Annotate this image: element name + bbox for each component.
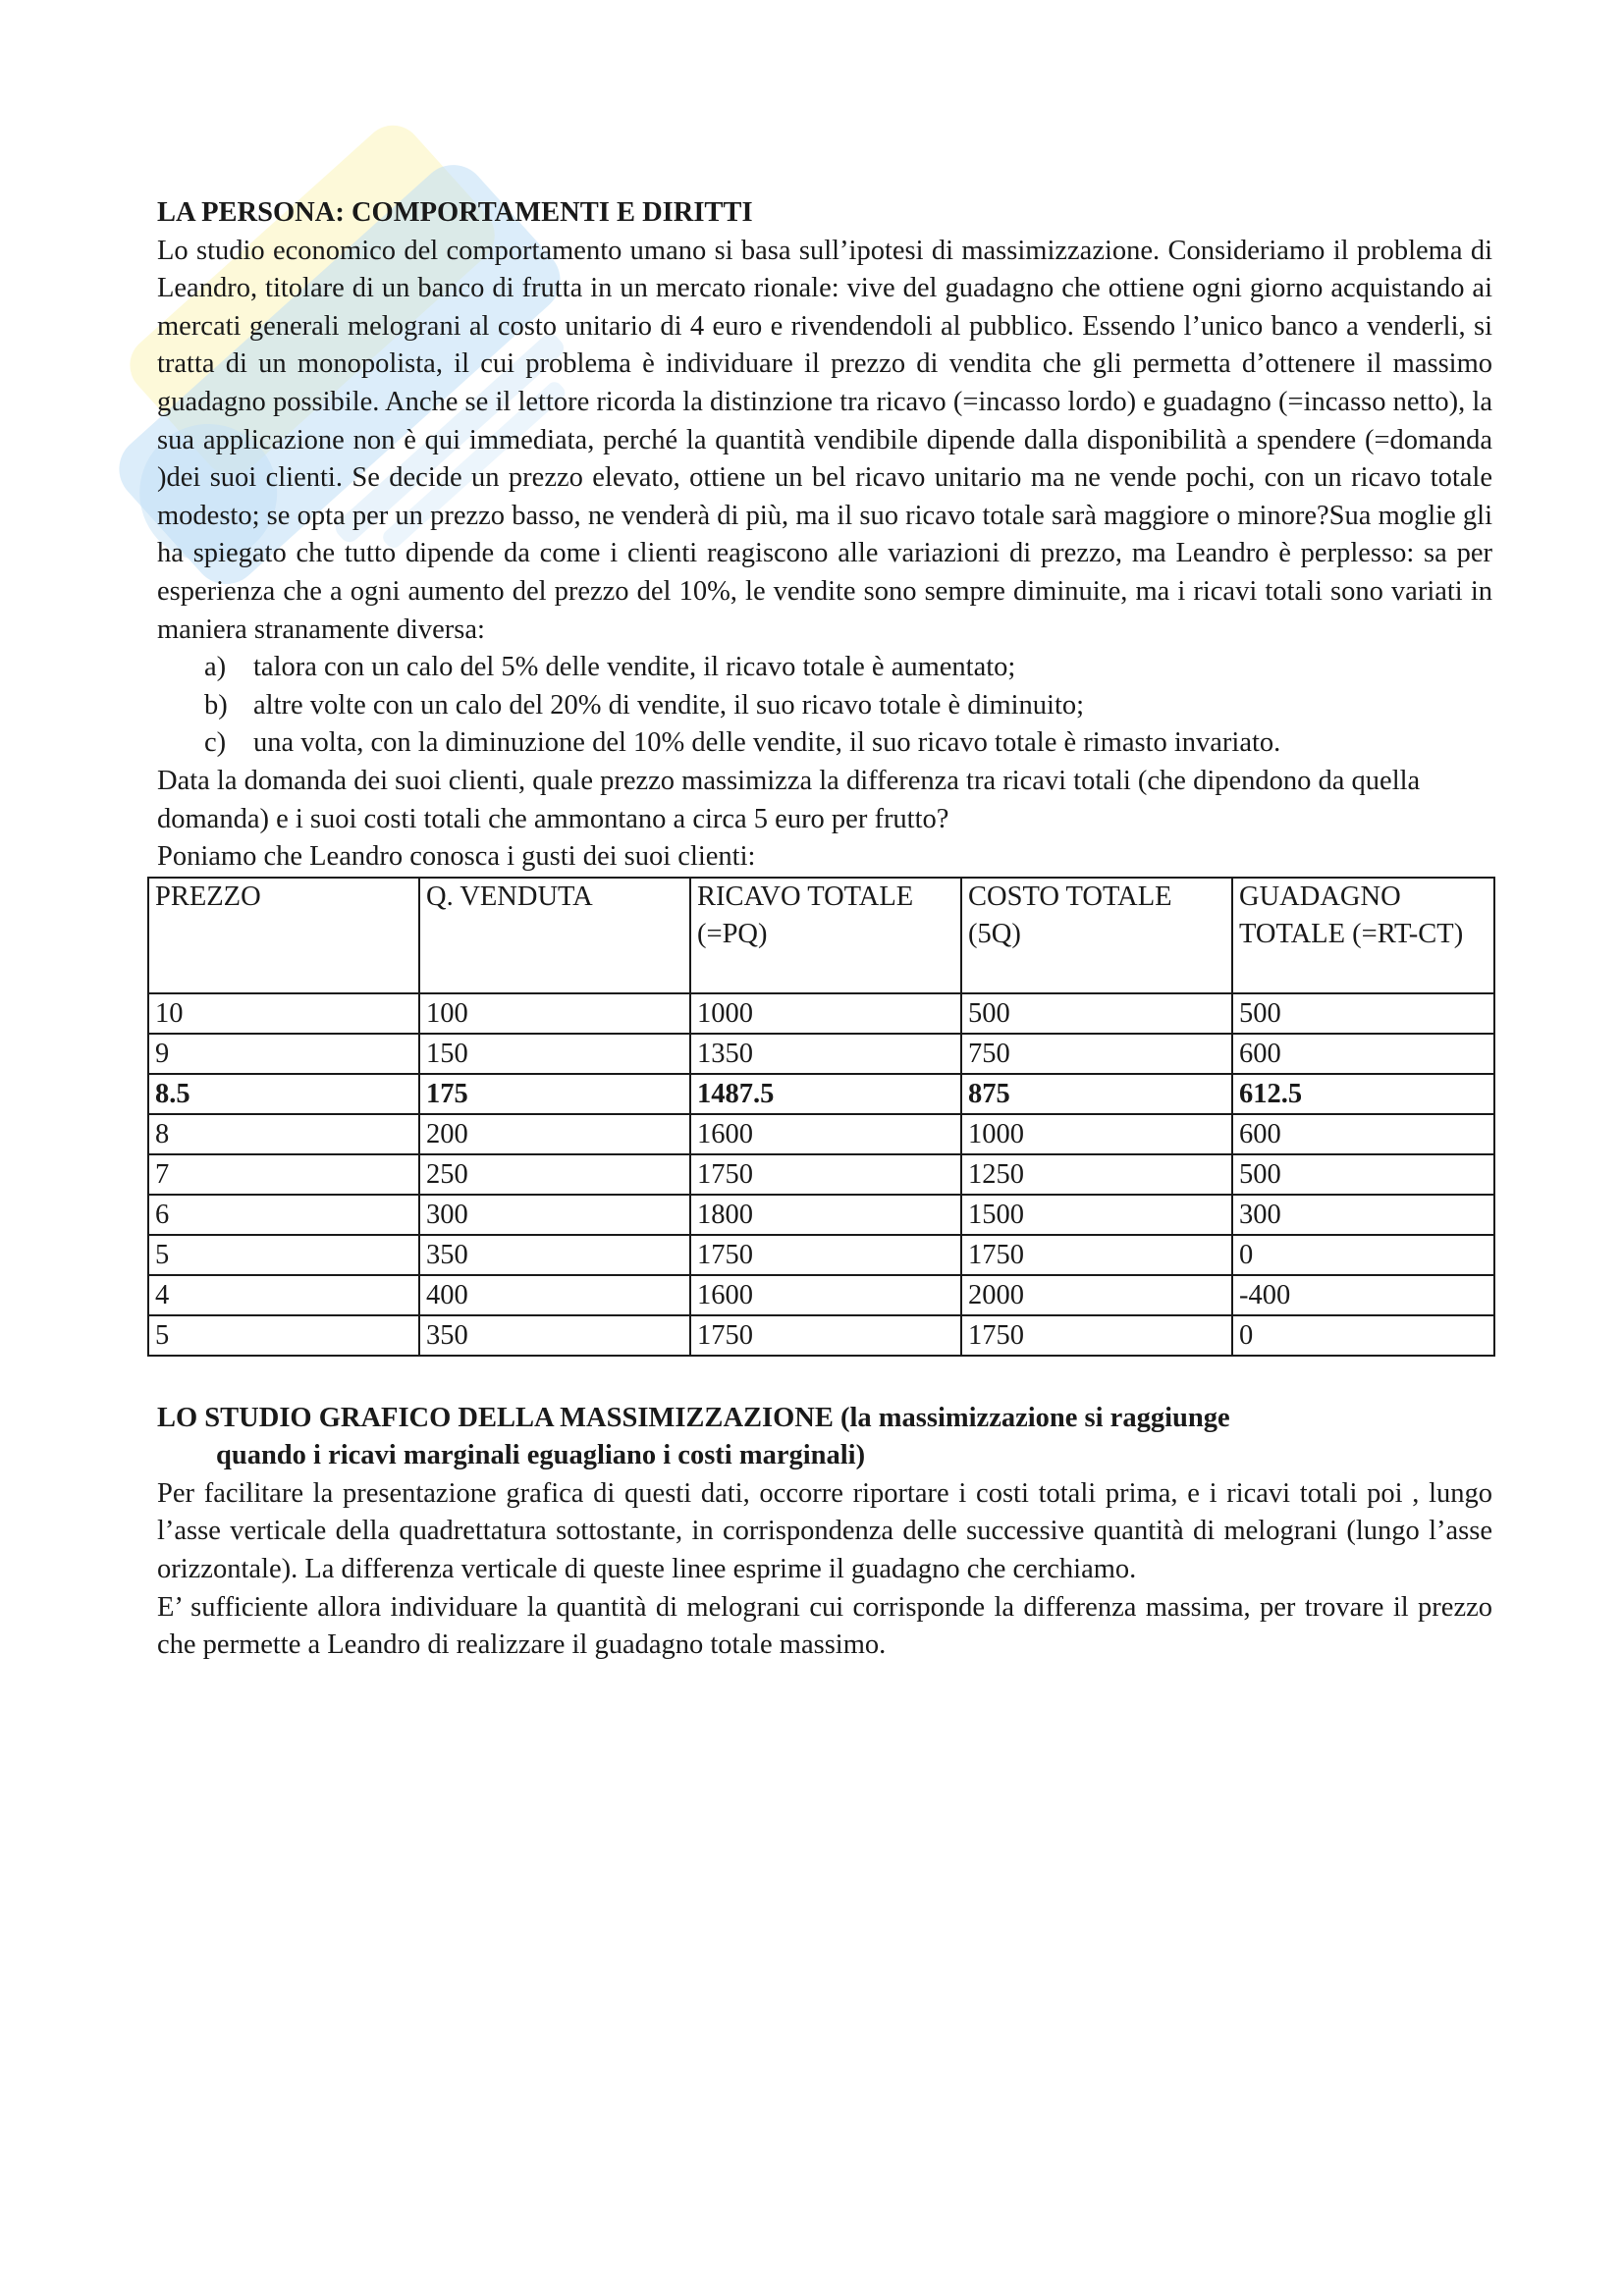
document-page: [157, 194, 1492, 1665]
cell-costo: 500: [961, 993, 1232, 1034]
table-row: [148, 993, 1494, 1034]
table-row: [148, 1154, 1494, 1195]
cell-ricavo: 1487.5: [690, 1074, 961, 1114]
cell-ricavo: 1800: [690, 1195, 961, 1235]
cell-costo: 1250: [961, 1154, 1232, 1195]
list-item-text: talora con un calo del 5% delle vendite, il ricavo totale è aumentato;: [253, 652, 1016, 683]
list-item-text: altre volte con un calo del 20% di vendite, il suo ricavo totale è diminuito;: [253, 689, 1085, 721]
cases-list: [157, 649, 1492, 763]
header-prezzo: PREZZO: [148, 878, 419, 993]
cell-prezzo: 7: [148, 1154, 419, 1195]
cell-guadagno: 500: [1232, 1154, 1494, 1195]
cell-prezzo: 9: [148, 1034, 419, 1074]
cell-quantita: 200: [419, 1114, 690, 1154]
section-paragraph-1: Per facilitare la presentazione grafica di questi dati, occorre riportare i costi totali prima, e i ricavi totali poi , lungo l’asse verticale della quadrettatura sottostante, in corrispondenza delle successive quantità di melograni (lungo l’asse orizzontale). La differenza verticale di queste linee esprime il guadagno che cerchiamo.: [157, 1477, 1492, 1585]
cell-ricavo: 1000: [690, 993, 961, 1034]
cell-prezzo: 4: [148, 1275, 419, 1315]
list-marker: c): [204, 727, 227, 759]
section-heading-line-1: LO STUDIO GRAFICO DELLA MASSIMIZZAZIONE (la massimizzazione si raggiunge: [157, 1402, 1230, 1433]
header-guadagno: GUADAGNO TOTALE (=RT-CT): [1232, 878, 1494, 993]
cell-quantita: 150: [419, 1034, 690, 1074]
cell-prezzo: 8.5: [148, 1074, 419, 1114]
cell-guadagno: 600: [1232, 1034, 1494, 1074]
cell-quantita: 250: [419, 1154, 690, 1195]
cell-guadagno: 500: [1232, 993, 1494, 1034]
table-row: [148, 1114, 1494, 1154]
cell-quantita: 100: [419, 993, 690, 1034]
list-marker: a): [204, 652, 227, 683]
document-title: LA PERSONA: COMPORTAMENTI E DIRITTI: [157, 197, 753, 228]
cell-ricavo: 1600: [690, 1275, 961, 1315]
list-item-text: una volta, con la diminuzione del 10% delle vendite, il suo ricavo totale è rimasto invariato.: [253, 727, 1281, 759]
cell-ricavo: 1750: [690, 1315, 961, 1356]
list-marker: b): [204, 689, 228, 721]
cell-costo: 875: [961, 1074, 1232, 1114]
table-row: [148, 1034, 1494, 1074]
table-row: [148, 1275, 1494, 1315]
cell-prezzo: 5: [148, 1235, 419, 1275]
cell-quantita: 350: [419, 1235, 690, 1275]
intro-paragraph: Lo studio economico del comportamento umano si basa sull’ipotesi di massimizzazione. Consideriamo il problema di Leandro, titolare di un banco di frutta in un mercato rionale: vive del guadagno che ottiene ogni giorno acquistando ai mercati generali melograni al costo unitario di 4 euro e rivendendoli al pubblico. Essendo l’unico banco a venderli, si tratta di un monopolista, il cui problema è individuare il prezzo di vendita che gli permetta d’ottenere il massimo guadagno possibile. Anche se il lettore ricorda la distinzione tra ricavo (=incasso lordo) e guadagno (=incasso netto), la sua applicazione non è qui immediata, perché la quantità vendibile dipende dalla disponibilità a spendere (=domanda )dei suoi clienti. Se decide un prezzo elevato, ottiene un bel ricavo unitario ma ne vende pochi, con un ricavo totale modesto; se opta per un prezzo basso, ne venderà di più, ma il suo ricavo totale sarà maggiore o minore?Sua moglie gli ha spiegato che tutto dipende da come i clienti reagiscono alle variazioni di prezzo, ma Leandro è perplesso: sa per esperienza che a ogni aumento del prezzo del 10%, le vendite sono sempre diminuite, ma i ricavi totali sono variati in maniera stranamente diversa:: [157, 235, 1492, 645]
cell-quantita: 400: [419, 1275, 690, 1315]
cell-guadagno: 0: [1232, 1315, 1494, 1356]
section-paragraph-2: E’ sufficiente allora individuare la quantità di melograni cui corrisponde la differenza massima, per trovare il prezzo che permette a Leandro di realizzare il guadagno totale massimo.: [157, 1591, 1492, 1661]
profit-table: [147, 877, 1495, 1357]
cell-costo: 1750: [961, 1235, 1232, 1275]
cell-prezzo: 6: [148, 1195, 419, 1235]
cell-ricavo: 1350: [690, 1034, 961, 1074]
header-costo: COSTO TOTALE (5Q): [961, 878, 1232, 993]
cell-costo: 1750: [961, 1315, 1232, 1356]
cell-costo: 1000: [961, 1114, 1232, 1154]
cell-costo: 750: [961, 1034, 1232, 1074]
header-ricavo: RICAVO TOTALE (=PQ): [690, 878, 961, 993]
cell-quantita: 300: [419, 1195, 690, 1235]
cell-prezzo: 8: [148, 1114, 419, 1154]
cell-guadagno: 300: [1232, 1195, 1494, 1235]
cell-guadagno: 600: [1232, 1114, 1494, 1154]
list-item: [157, 724, 1492, 763]
list-item: [157, 687, 1492, 725]
cell-ricavo: 1600: [690, 1114, 961, 1154]
question-paragraph: Data la domanda dei suoi clienti, quale prezzo massimizza la differenza tra ricavi totali (che dipendono da quella domanda) e i suoi costi totali che ammontano a circa 5 euro per frutto?: [157, 765, 1421, 834]
table-row: [148, 1195, 1494, 1235]
cell-prezzo: 10: [148, 993, 419, 1034]
cell-ricavo: 1750: [690, 1235, 961, 1275]
cell-guadagno: 0: [1232, 1235, 1494, 1275]
cell-costo: 1500: [961, 1195, 1232, 1235]
cell-quantita: 350: [419, 1315, 690, 1356]
table-row: [148, 1235, 1494, 1275]
cell-ricavo: 1750: [690, 1154, 961, 1195]
cell-guadagno: -400: [1232, 1275, 1494, 1315]
section-heading-line-2: quando i ricavi marginali eguagliano i costi marginali): [216, 1440, 866, 1471]
list-item: [157, 649, 1492, 687]
table-row: [148, 1315, 1494, 1356]
section-graphical-study: [157, 1400, 1492, 1665]
section-heading: [157, 1400, 1492, 1475]
header-quantita: Q. VENDUTA: [419, 878, 690, 993]
cell-prezzo: 5: [148, 1315, 419, 1356]
cell-quantita: 175: [419, 1074, 690, 1114]
cell-costo: 2000: [961, 1275, 1232, 1315]
table-intro: Poniamo che Leandro conosca i gusti dei suoi clienti:: [157, 841, 756, 873]
table-header-row: [148, 878, 1494, 993]
table-row-optimum: [148, 1074, 1494, 1114]
cell-guadagno: 612.5: [1232, 1074, 1494, 1114]
